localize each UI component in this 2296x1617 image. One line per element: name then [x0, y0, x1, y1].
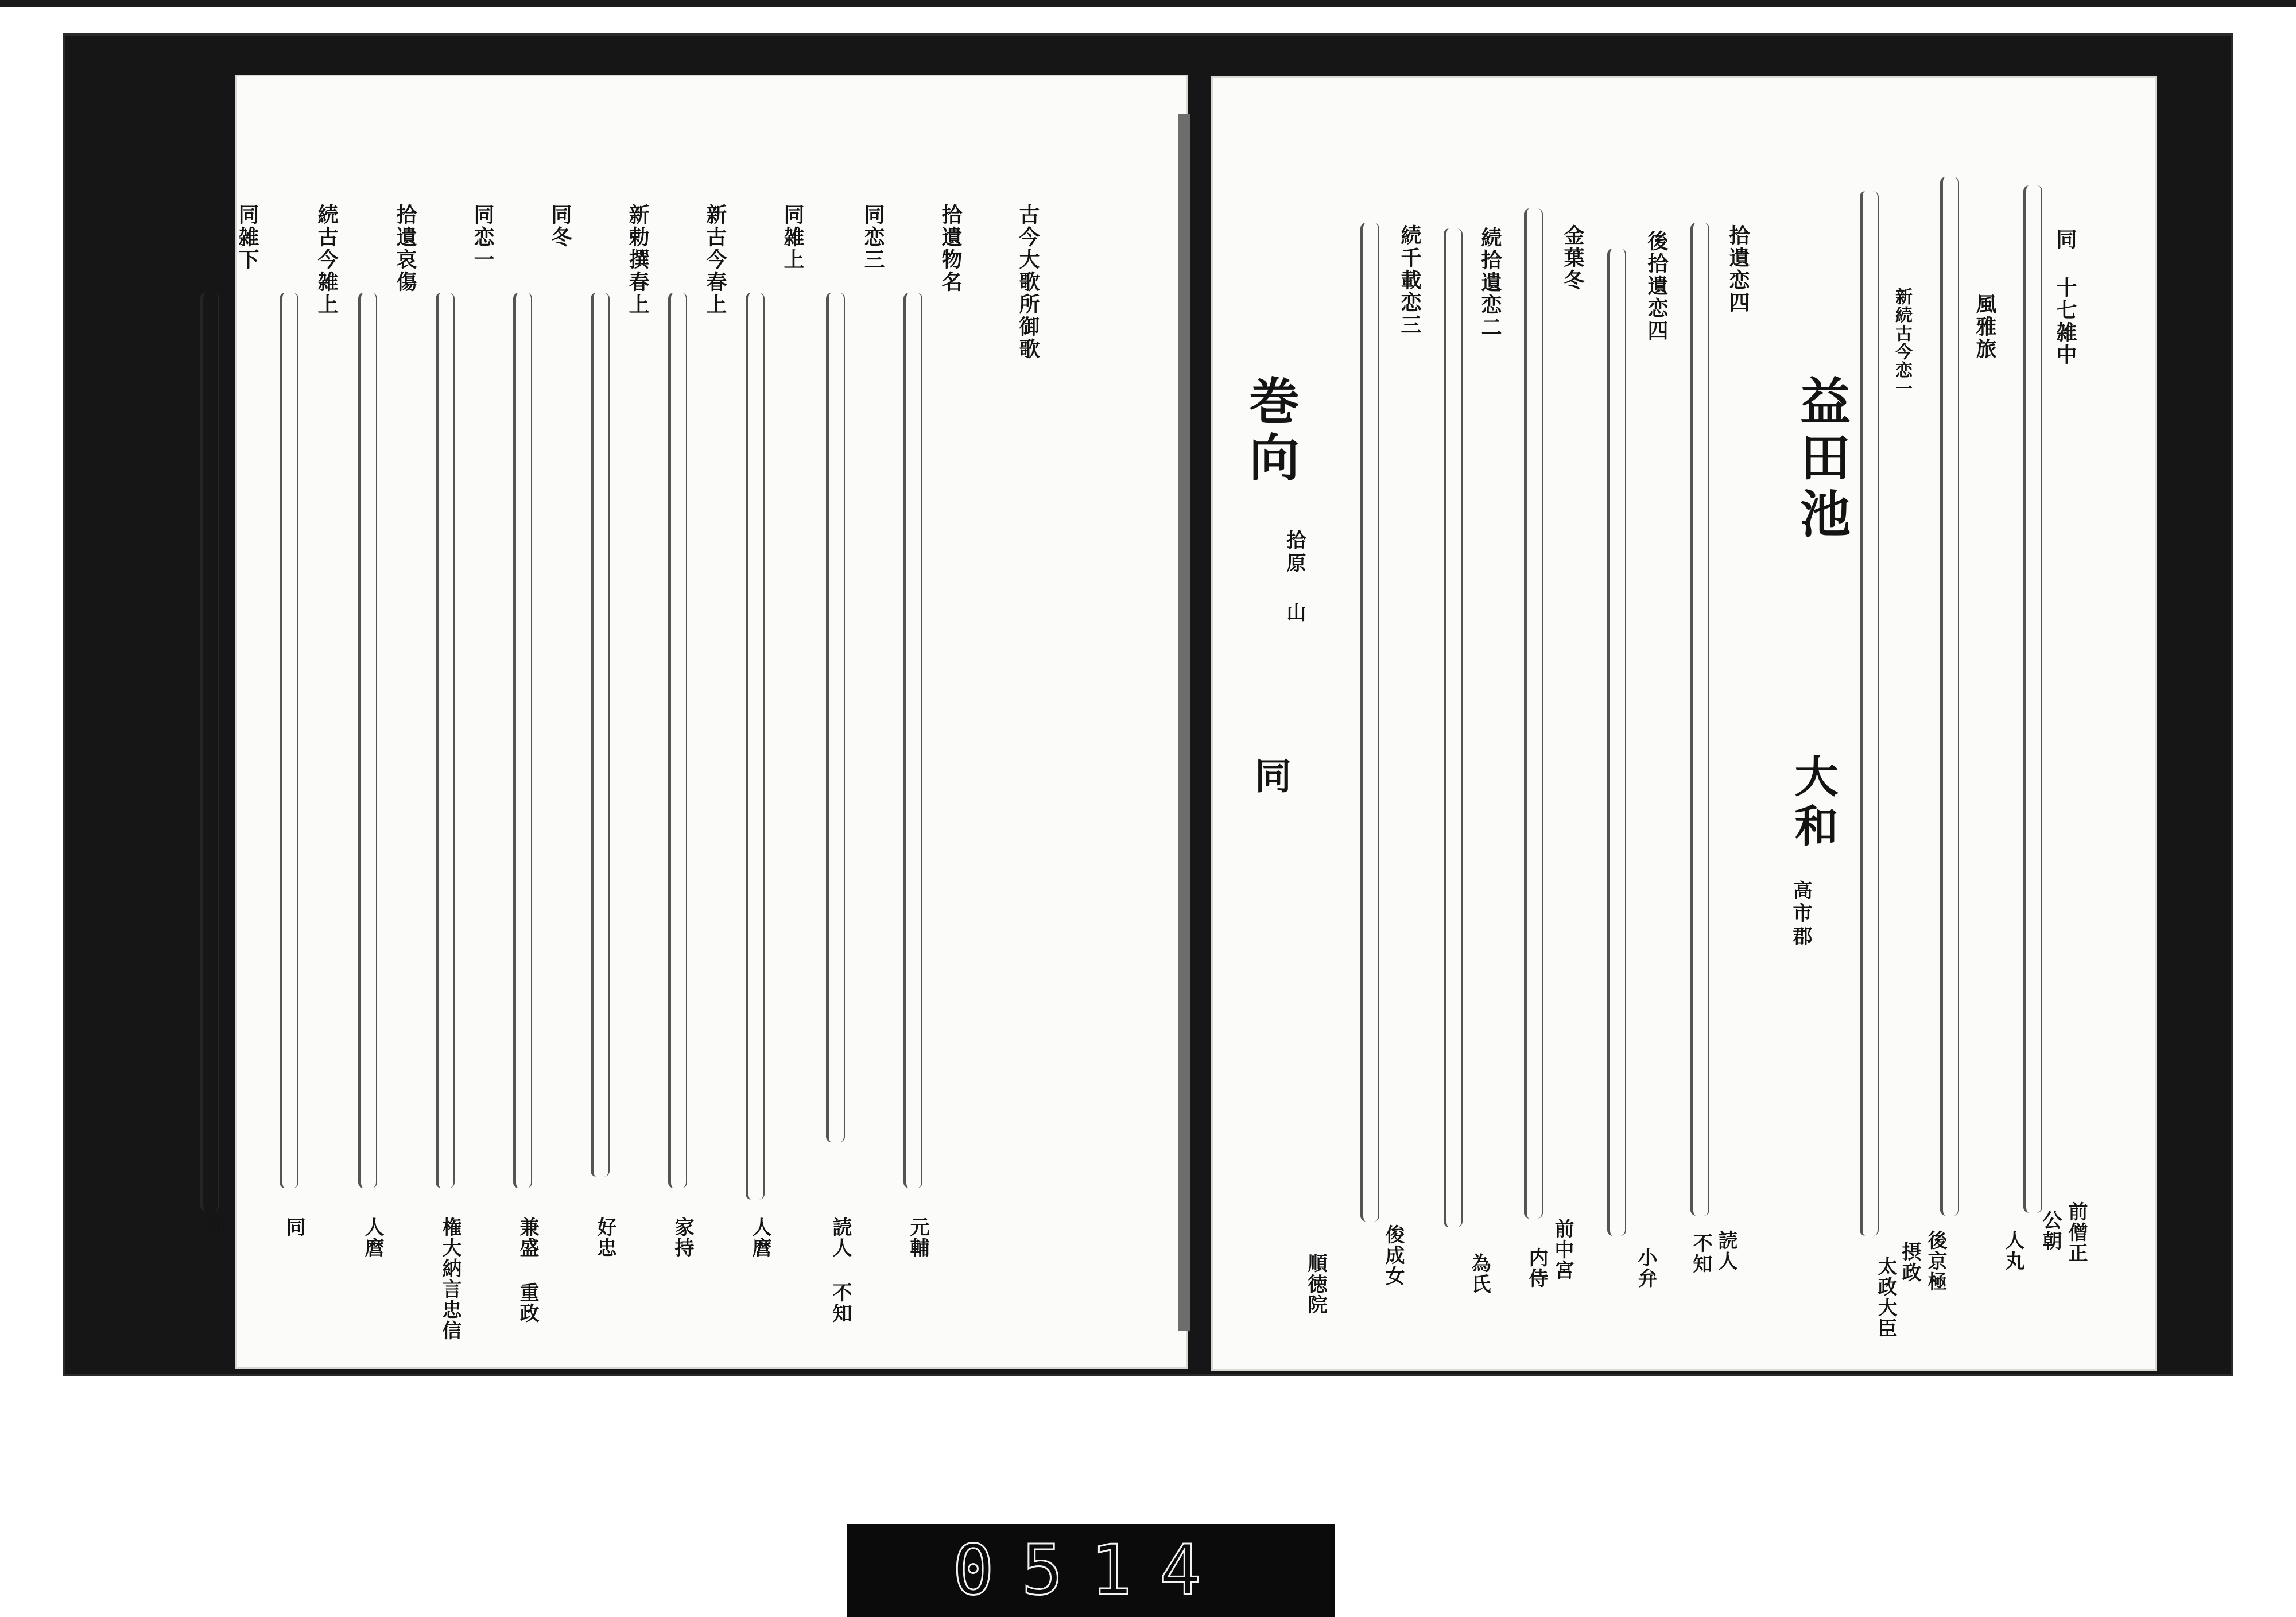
poet-name: 為氏 [1468, 1253, 1491, 1294]
next-entry-note: 拾原 山 [1283, 530, 1306, 625]
scan-top-rule [0, 0, 2296, 7]
verse-column [436, 293, 455, 1188]
gutter-shadow-left [1178, 114, 1190, 1331]
poet-name: 公朝 [2039, 1210, 2062, 1251]
source-label: 新勅撰春上 [626, 204, 650, 316]
entry-title: 益田池 [1792, 375, 1852, 544]
source-label: 同雑上 [781, 204, 805, 271]
poet-name: 不知 [1689, 1233, 1712, 1274]
poet-name: 後京極 [1924, 1230, 1947, 1292]
source-label: 拾遺恋四 [1726, 224, 1750, 314]
source-label: 新古今春上 [703, 204, 727, 316]
verse-column [513, 293, 532, 1188]
source-label: 新続古今恋一 [1892, 288, 1912, 398]
source-label: 金葉冬 [1561, 224, 1585, 292]
entry-province: 大和 [1787, 754, 1839, 852]
poet-name: 摂政 [1898, 1242, 1921, 1283]
poet-name: 元輔 [906, 1217, 929, 1258]
verse-column [280, 293, 298, 1188]
verse-column [1524, 208, 1543, 1219]
verse-column [746, 293, 765, 1200]
source-label: 風雅旅 [1973, 293, 1997, 360]
poet-name: 好忠 [594, 1217, 616, 1258]
verse-column [591, 293, 610, 1177]
poet-name: 人麿 [748, 1217, 771, 1258]
verse-column [1860, 191, 1879, 1236]
verse-column [1444, 228, 1463, 1227]
verse-column [668, 293, 687, 1188]
verse-column [200, 293, 219, 1211]
poet-name: 俊成女 [1382, 1224, 1405, 1286]
source-label: 拾遺物名 [938, 204, 963, 293]
verse-column [1940, 177, 1959, 1216]
verse-column [903, 293, 922, 1188]
poet-name: 人麿 [361, 1217, 384, 1258]
source-label: 同冬 [548, 204, 572, 249]
poet-name: 太政大臣 [1874, 1256, 1897, 1339]
scan-label-band [847, 1524, 1335, 1617]
poet-name: 家持 [671, 1217, 694, 1258]
poet-name: 前中宮 [1551, 1219, 1574, 1281]
right-page [1211, 76, 2157, 1371]
next-entry-province: 同 [1248, 757, 1292, 799]
poet-name: 前僧正 [2065, 1201, 2088, 1263]
source-label: 後拾遺恋四 [1645, 230, 1669, 342]
source-label: 同恋一 [471, 204, 495, 271]
scan-frame [63, 33, 2233, 1376]
poet-name: 内侍 [1525, 1247, 1548, 1289]
poet-name: 読人 不知 [829, 1217, 852, 1324]
poet-name: 小弁 [1634, 1247, 1657, 1289]
verse-column [1360, 223, 1379, 1222]
verse-column [826, 293, 845, 1142]
next-entry-title: 巻向 [1241, 375, 1301, 487]
scan-label: 0514 [952, 1530, 1229, 1611]
verse-column [358, 293, 377, 1188]
poet-name: 順徳院 [1304, 1253, 1327, 1315]
poet-name: 人丸 [2002, 1230, 2024, 1271]
verse-column [2023, 185, 2042, 1213]
source-label: 続拾遺恋二 [1478, 227, 1502, 339]
source-label: 続千載恋三 [1398, 224, 1422, 336]
entry-district: 高市郡 [1789, 880, 1812, 949]
source-label: 同恋三 [861, 204, 885, 271]
poet-name: 兼盛 重政 [516, 1217, 539, 1324]
left-page [203, 75, 1188, 1369]
source-label: 古今大歌所御歌 [1016, 204, 1040, 360]
source-label: 同雑下 [235, 204, 259, 271]
verse-column [1607, 249, 1626, 1236]
source-label: 同 十七雑中 [2053, 228, 2077, 366]
verse-column [1690, 223, 1709, 1216]
poet-name: 同 [203, 1217, 226, 1238]
source-label: 続古今雑上 [315, 204, 339, 316]
poet-name: 読人 [1715, 1230, 1737, 1271]
poet-name: 権大納言忠信 [439, 1217, 461, 1341]
source-label: 拾遺哀傷 [393, 204, 417, 293]
poet-name: 同 [282, 1217, 305, 1238]
